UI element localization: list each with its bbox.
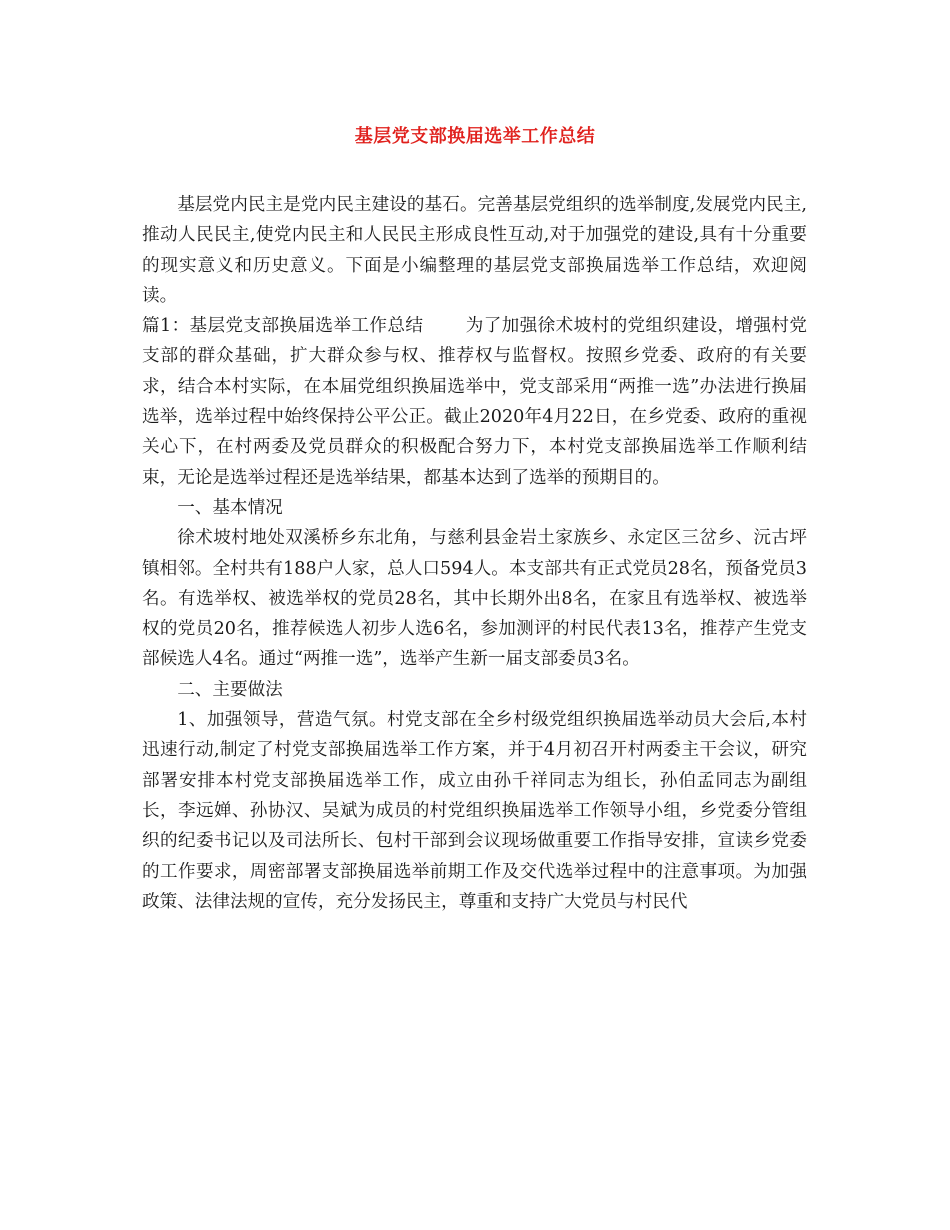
intro-paragraph: 基层党内民主是党内民主建设的基石。完善基层党组织的选举制度,发展党内民主,推动人民民主,使党内民主和人民民主形成良性互动,对于加强党的建设,具有十分重要的现实意义和历史意义。下面是小编整理的基层党支部换届选举工作总结，欢迎阅读。: [142, 195, 807, 306]
section-methods-paragraph: 1、加强领导，营造气氛。村党支部在全乡村级党组织换届选举动员大会后,本村迅速行动,制定了村党支部换届选举工作方案，并于4月初召开村两委主干会议，研究部署安排本村党支部换届选举工作，成立由孙千祥同志为组长，孙伯孟同志为副组长，李远婵、孙协汉、吴斌为成员的村党组织换届选举工作领导小组，乡党委分管组织的纪委书记以及司法所长、包村干部到会议现场做重要工作指导安排，宣读乡党委的工作要求，周密部署支部换届选举前期工作及交代选举过程中的注意事项。为加强政策、法律法规的宣传，充分发扬民主，尊重和支持广大党员与村民代: [142, 710, 807, 912]
section-heading-methods: 二、主要做法: [177, 679, 283, 700]
article-heading: 篇1：基层党支部换届选举工作总结: [142, 316, 424, 337]
document-title: 基层党支部换届选举工作总结: [354, 126, 596, 147]
article-lead: 为了加强徐术坡村的党组织建设，增强村党支部的群众基础，扩大群众参与权、推荐权与监督权。按照乡党委、政府的有关要求，结合本村实际，在本届党组织换届选举中，党支部采用“两推一选”办法进行换届选举，选举过程中始终保持公平公正。截止2020年4月22日，在乡党委、政府的重视关心下，在村两委及党员群众的积极配合努力下，本村党支部换届选举工作顺利结束，无论是选举过程还是选举结果，都基本达到了选举的预期目的。: [142, 316, 807, 488]
document-body: [142, 190, 807, 917]
section-basic-paragraph: 徐术坡村地处双溪桥乡东北角，与慈利县金岩土家族乡、永定区三岔乡、沅古坪镇相邻。全村共有188户人家，总人口594人。本支部共有正式党员28名，预备党员3名。有选举权、被选举权的党员28名，其中长期外出8名，在家且有选举权、被选举权的党员20名，推荐候选人初步人选6名，参加测评的村民代表13名，推荐产生党支部候选人4名。通过“两推一选”，选举产生新一届支部委员3名。: [142, 528, 807, 670]
article-paragraph: [142, 311, 807, 493]
section-heading-basic: 一、基本情况: [177, 497, 283, 518]
